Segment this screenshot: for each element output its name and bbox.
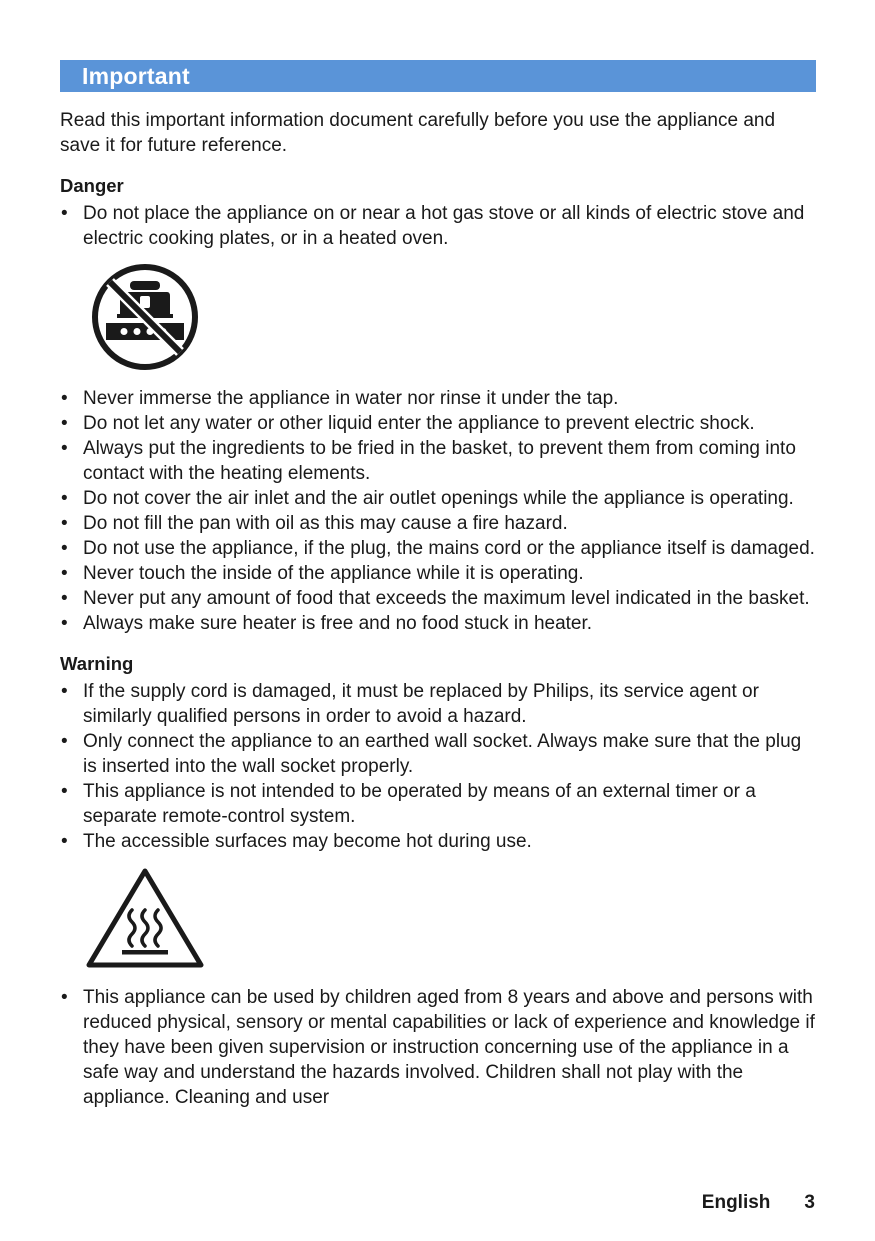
danger-list-b xyxy=(60,386,816,636)
list-item: • Do not let any water or other liquid enter the appliance to prevent electric shock. xyxy=(60,411,816,436)
warning-list-a xyxy=(60,679,816,854)
page-footer xyxy=(702,1191,815,1215)
no-stove-prohibition-icon xyxy=(90,262,200,372)
list-item: • Always make sure heater is free and no food stuck in heater. xyxy=(60,611,816,636)
list-item: • Never put any amount of food that exceeds the maximum level indicated in the basket. xyxy=(60,586,816,611)
page-number: 3 xyxy=(804,1192,815,1213)
warning-list-b xyxy=(60,985,816,1110)
section-title: Important xyxy=(82,62,190,89)
list-item: • Do not cover the air inlet and the air outlet openings while the appliance is operating. xyxy=(60,486,816,511)
list-item: • Do not use the appliance, if the plug, the mains cord or the appliance itself is damaged. xyxy=(60,536,816,561)
footer-language: English xyxy=(701,1192,771,1213)
no-stove-icon-row xyxy=(60,251,816,383)
section-banner xyxy=(60,60,816,92)
warning-heading: Warning xyxy=(60,653,134,674)
intro-paragraph: Read this important information document carefully before you use the appliance and save it for future reference. xyxy=(60,110,776,156)
hot-surface-icon-row xyxy=(60,854,816,982)
list-item: • This appliance is not intended to be operated by means of an external timer or a separate remote-control system. xyxy=(60,779,816,829)
list-item: • Only connect the appliance to an earthed wall socket. Always make sure that the plug is inserted into the wall socket properly. xyxy=(60,729,816,779)
list-item: • Do not fill the pan with oil as this may cause a fire hazard. xyxy=(60,511,816,536)
document-page xyxy=(60,60,816,1110)
list-item: • This appliance can be used by children aged from 8 years and above and persons with reduced physical, sensory or mental capabilities or lack of experience and knowledge if they have been given supervision or instruction concerning use of the appliance in a safe way and understand the hazards involved. Children shall not play with the appliance. Cleaning and user xyxy=(60,985,816,1110)
list-item: • Never immerse the appliance in water nor rinse it under the tap. xyxy=(60,386,816,411)
danger-heading: Danger xyxy=(60,175,124,196)
hot-surface-warning-icon xyxy=(84,866,206,970)
list-item: • If the supply cord is damaged, it must be replaced by Philips, its service agent or similarly qualified persons in order to avoid a hazard. xyxy=(60,679,816,729)
list-item: • Never touch the inside of the appliance while it is operating. xyxy=(60,561,816,586)
list-item: • Always put the ingredients to be fried in the basket, to prevent them from coming into contact with the heating elements. xyxy=(60,436,816,486)
list-item: • Do not place the appliance on or near a hot gas stove or all kinds of electric stove and electric cooking plates, or in a heated oven. xyxy=(60,201,816,251)
list-item: • The accessible surfaces may become hot during use. xyxy=(60,829,816,854)
danger-list-a xyxy=(60,201,816,251)
